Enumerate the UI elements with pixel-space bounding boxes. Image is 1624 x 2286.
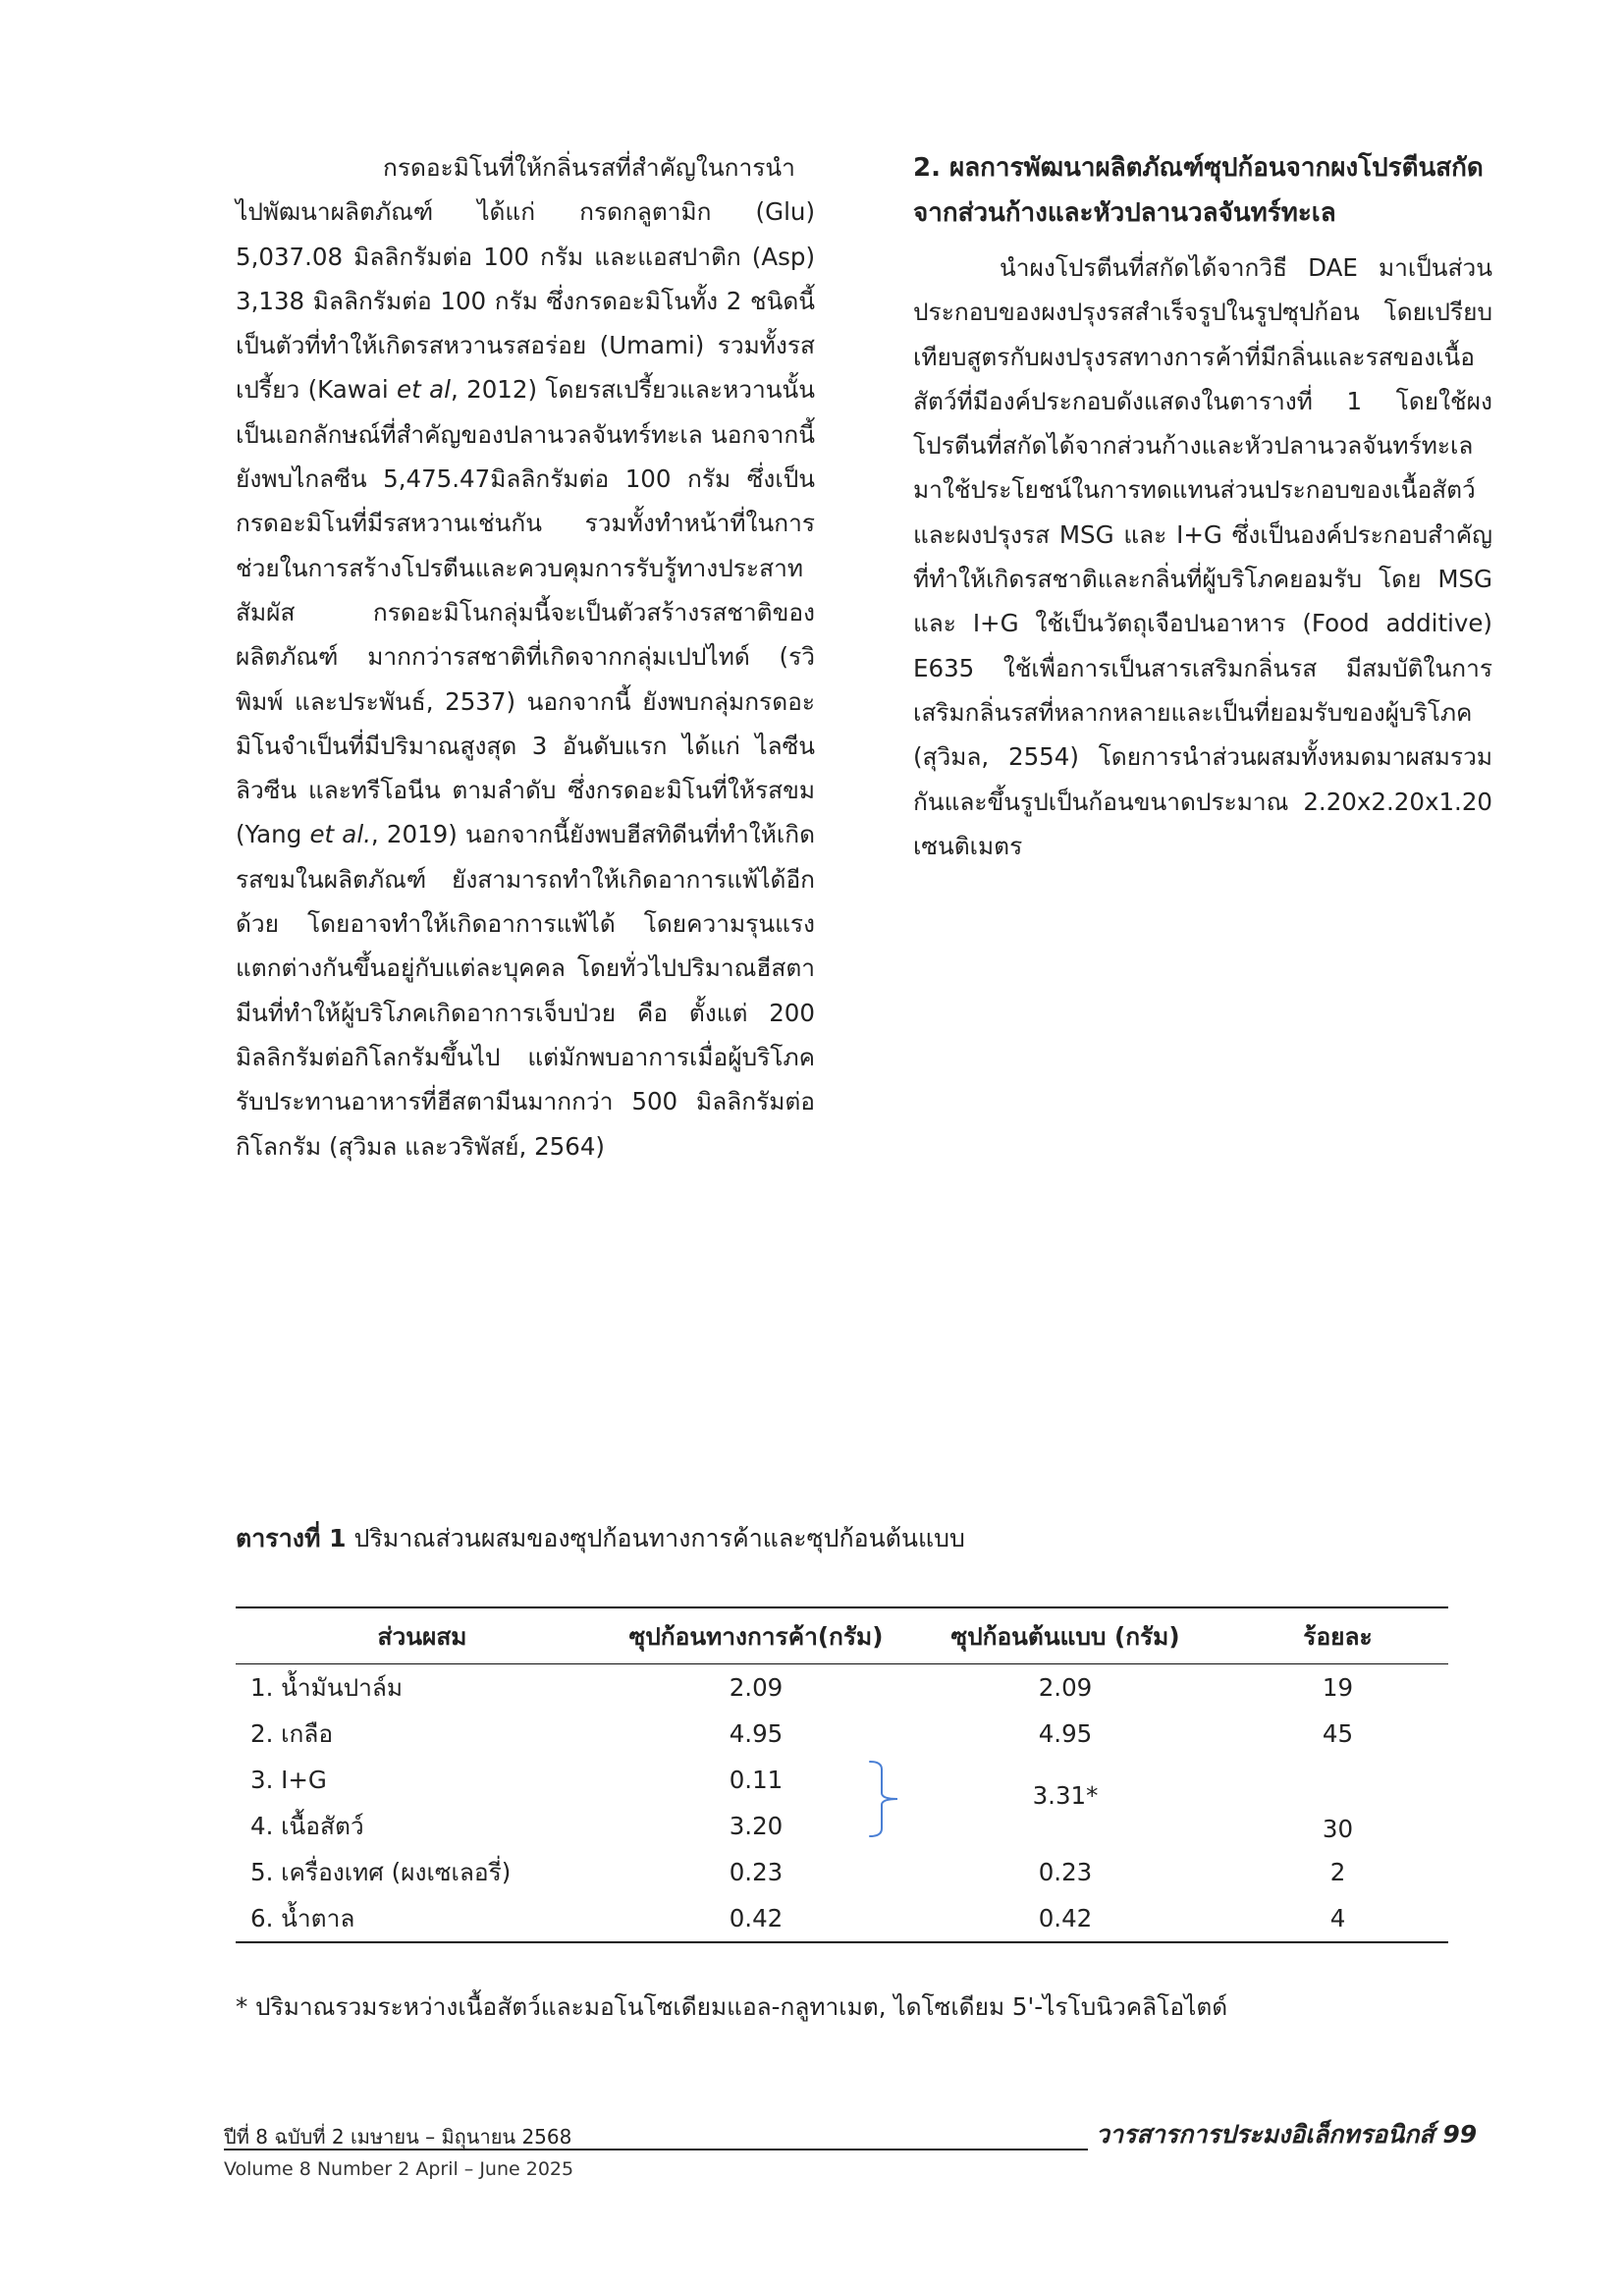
footer-divider [224, 2149, 1088, 2150]
percent-cell: 19 [1322, 1673, 1354, 1702]
section-title: 2. ผลการพัฒนาผลิตภัณฑ์ซุปก้อนจากผงโปรตีนสกัดจากส่วนก้างและหัวปลานวลจันทร์ทะเล [913, 153, 1484, 228]
ingredient-cell: 4. เนื้อสัตว์ [250, 1812, 364, 1840]
merged-percent-cell [1227, 1757, 1448, 1849]
table-footnote: * ปริมาณรวมระหว่างเนื้อสัตว์และมอโนโซเดียมแอล-กลูทาเมต, ไดโซเดียม 5'-ไรโบนิวคลิโอไตด์ [236, 1992, 1228, 2021]
commercial-cell: 0.42 [609, 1895, 903, 1942]
header-commercial: ซุปก้อนทางการค้า(กรัม) [609, 1607, 903, 1664]
ingredients-table [236, 1606, 1448, 1943]
table-caption-label: ตารางที่ 1 [236, 1524, 347, 1552]
merged-prototype-value: 3.31* [1032, 1780, 1099, 1810]
right-column [913, 145, 1492, 868]
table-row [236, 1895, 1448, 1942]
footer-issue-english: Volume 8 Number 2 April – June 2025 [224, 2158, 574, 2180]
ingredient-cell: 2. เกลือ [250, 1719, 334, 1748]
prototype-cell: 0.23 [1038, 1858, 1093, 1886]
prototype-cell: 0.42 [903, 1895, 1227, 1942]
header-prototype: ซุปก้อนต้นแบบ (กรัม) [903, 1607, 1227, 1664]
journal-name: วารสารการประมงอิเล็กทรอนิกส์ [1096, 2120, 1435, 2149]
ingredient-cell: 1. น้ำมันปาล์ม [250, 1673, 404, 1702]
commercial-cell: 0.11 [729, 1766, 784, 1794]
table-row [236, 1664, 1448, 1712]
ingredient-cell: 6. น้ำตาล [236, 1895, 609, 1942]
percent-cell: 45 [1322, 1719, 1354, 1748]
table-caption [236, 1519, 965, 1558]
commercial-cell: 0.23 [729, 1858, 784, 1886]
percent-cell: 4 [1227, 1895, 1448, 1942]
bracket-annotation [868, 1760, 927, 1838]
ingredient-cell: 5. เครื่องเทศ (ผงเซเลอรี่) [250, 1858, 512, 1886]
footer-journal [1096, 2115, 1477, 2154]
commercial-cell: 3.20 [729, 1812, 784, 1840]
table-row [236, 1711, 1448, 1757]
table-header-row [236, 1607, 1448, 1664]
commercial-cell: 4.95 [729, 1719, 784, 1748]
merged-percent-value: 30 [1322, 1815, 1354, 1843]
table-row [236, 1757, 1448, 1803]
left-paragraph: กรดอะมิโนที่ให้กลิ่นรสที่สำคัญในการนำไปพัฒนาผลิตภัณฑ์ ได้แก่ กรดกลูตามิก (Glu) 5,037.08 มิลลิกรัมต่อ 100 กรัม และแอสปาติก (Asp) 3,138 มิลลิกรัมต่อ 100 กรัม ซึ่งกรดอะมิโนทั้ง 2 ชนิดนี้เป็นตัวที่ทำให้เกิดรสหวานรสอร่อย (Umami) รวมทั้งรสเปรี้ยว (Kawai et al, 2012) โดยรสเปรี้ยวและหวานนั้นเป็นเอกลักษณ์ที่สำคัญของปลานวลจันทร์ทะเล นอกจากนี้ ยังพบไกลซีน 5,475.47มิลลิกรัมต่อ 100 กรัม ซึ่งเป็นกรดอะมิโนที่มีรสหวานเช่นกัน รวมทั้งทำหน้าที่ในการช่วยในการสร้างโปรตีนและควบคุมการรับรู้ทางประสาทสัมผัส กรดอะมิโนกลุ่มนี้จะเป็นตัวสร้างรสชาติของผลิตภัณฑ์ มากกว่ารสชาติที่เกิดจากกลุ่มเปปไทด์ (รวิพิมพ์ และประพันธ์, 2537) นอกจากนี้ ยังพบกลุ่มกรดอะมิโนจำเป็นที่มีปริมาณสูงสุด 3 อันดับแรก ได้แก่ ไลซีน ลิวซีน และทรีโอนีน ตามลำดับ ซึ่งกรดอะมิโนที่ให้รสขม (Yang et al., 2019) นอกจากนี้ยังพบฮีสทิดีนที่ทำให้เกิดรสขมในผลิตภัณฑ์ ยังสามารถทำให้เกิดอาการแพ้ได้อีกด้วย โดยอาจทำให้เกิดอาการแพ้ได้ โดยความรุนแรงแตกต่างกันขึ้นอยู่กับแต่ละบุคคล โดยทั่วไปปริมาณฮีสตามีนที่ทำให้ผู้บริโภคเกิดอาการเจ็บป่วย คือ ตั้งแต่ 200 มิลลิกรัมต่อกิโลกรัมขึ้นไป แต่มักพบอาการเมื่อผู้บริโภครับประทานอาหารที่ฮีสตามีนมากกว่า 500 มิลลิกรัมต่อกิโลกรัม (สุวิมล และวริพัสย์, 2564) [236, 153, 815, 1161]
right-paragraph: นำผงโปรตีนที่สกัดได้จากวิธี DAE มาเป็นส่วนประกอบของผงปรุงรสสำเร็จรูปในรูปซุปก้อน โดยเปรียบเทียบสูตรกับผงปรุงรสทางการค้าที่มีกลิ่นและรสของเนื้อสัตว์ที่มีองค์ประกอบดังแสดงในตารางที่ 1 โดยใช้ผงโปรตีนที่สกัดได้จากส่วนก้างและหัวปลานวลจันทร์ทะเลมาใช้ประโยชน์ในการทดแทนส่วนประกอบของเนื้อสัตว์และผงปรุงรส MSG และ I+G ซึ่งเป็นองค์ประกอบสำคัญที่ทำให้เกิดรสชาติและกลิ่นที่ผู้บริโภคยอมรับ โดย MSG และ I+G ใช้เป็นวัตถุเจือปนอาหาร (Food additive) E635 ใช้เพื่อการเป็นสารเสริมกลิ่นรส มีสมบัติในการเสริมกลิ่นรสที่หลากหลายและเป็นที่ยอมรับของผู้บริโภค (สุวิมล, 2554) โดยการนำส่วนผสมทั้งหมดมาผสมรวมกันและขึ้นรูปเป็นก้อนขนาดประมาณ 2.20x2.20x1.20 เซนติเมตร [913, 253, 1492, 860]
prototype-cell: 4.95 [1038, 1719, 1093, 1748]
page-number: 99 [1442, 2120, 1478, 2149]
table-caption-text: ปริมาณส่วนผสมของซุปก้อนทางการค้าและซุปก้อนต้นแบบ [353, 1524, 965, 1552]
merged-prototype-cell [903, 1757, 1227, 1849]
table-row [236, 1849, 1448, 1895]
ingredient-cell: 3. I+G [250, 1766, 327, 1794]
footer-issue-thai: ปีที่ 8 ฉบับที่ 2 เมษายน – มิถุนายน 2568 [224, 2125, 572, 2149]
header-ingredient: ส่วนผสม [236, 1607, 609, 1664]
prototype-cell: 2.09 [1038, 1673, 1093, 1702]
percent-cell: 2 [1329, 1858, 1346, 1886]
left-column [236, 145, 815, 1169]
commercial-cell: 2.09 [729, 1673, 784, 1702]
header-percent: ร้อยละ [1227, 1607, 1448, 1664]
